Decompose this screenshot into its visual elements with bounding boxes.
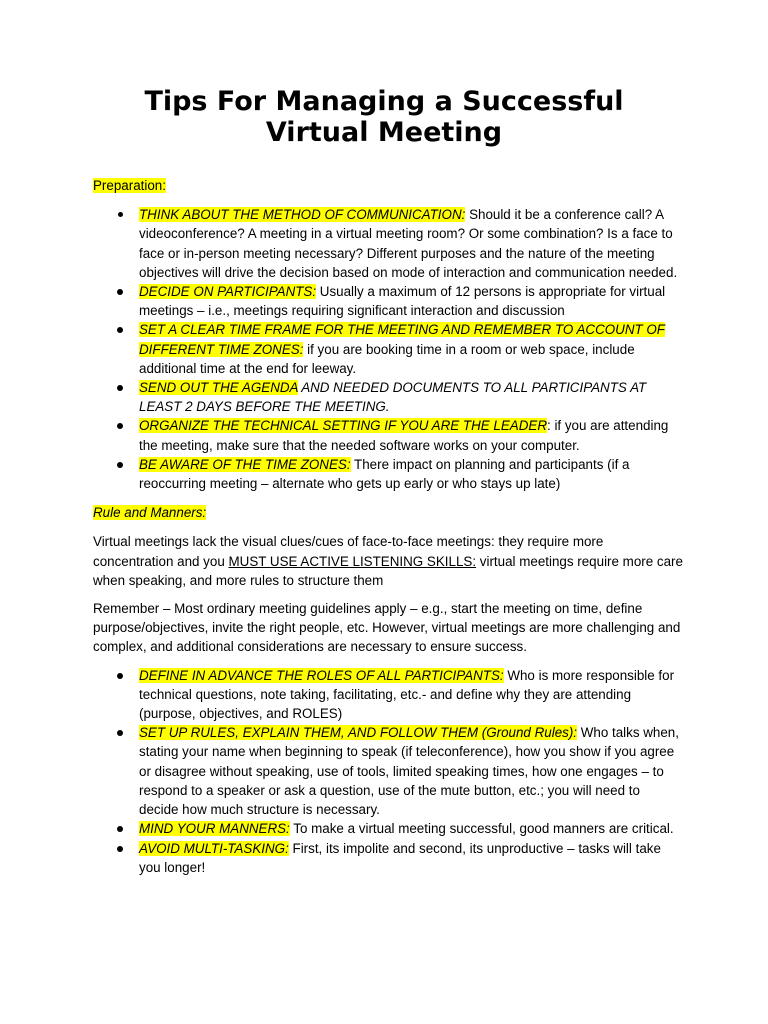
preparation-heading-text: Preparation: [93,178,166,193]
preparation-list [93,205,683,493]
list-item [93,416,683,454]
item-lead: SEND OUT THE AGENDA [139,380,298,396]
title-line-1: Tips For Managing a Successful [144,86,624,117]
item-text: : if you are attending the meeting, make sure that the needed software works on your computer. [139,418,669,453]
rules-paragraph-2: Remember – Most ordinary meeting guidelines apply – e.g., start the meeting on time, define purpose/objectives, invite the right people, etc. However, virtual meetings are more challenging and complex, and additional considerations are necessary to ensure success. [93,601,681,655]
rules-heading [93,503,683,522]
item-text: Who is more responsible for technical questions, note taking, facilitating, etc.- and define why they are attending (purpose, objectives, and ROLES) [139,667,675,722]
item-lead-rest: AND NEEDED DOCUMENTS TO ALL PARTICIPANTS AT LEAST 2 DAYS BEFORE THE MEETING. [139,380,647,415]
list-item [93,723,683,819]
list-item [93,819,683,838]
item-text: Usually a maximum of 12 persons is appropriate for virtual meetings – i.e., meetings requiring significant interaction and discussion [139,284,666,319]
item-lead: ORGANIZE THE TECHNICAL SETTING IF YOU ARE THE LEADER [139,418,547,434]
page-title [0,86,768,148]
item-text: if you are booking time in a room or web space, include additional time at the end for leeway. [139,341,635,376]
rules-paragraph-1 [93,532,683,590]
item-lead: DECIDE ON PARTICIPANTS: [139,284,317,300]
item-lead: BE AWARE OF THE TIME ZONES: [139,456,351,472]
item-text: To make a virtual meeting successful, good manners are critical. [289,821,674,837]
rules-list [93,666,683,877]
list-item [93,282,683,320]
para-text: Virtual meetings lack the visual clues/cues of face-to-face meetings: they require more concentration and you [93,534,604,569]
list-item [93,205,683,282]
title-line-2: Virtual Meeting [265,117,503,148]
item-lead: SET A CLEAR TIME FRAME FOR THE MEETING AND REMEMBER TO ACCOUNT OF DIFFERENT TIME ZONES: [139,322,665,357]
para-text: virtual meetings require more care when speaking, and more rules to structure them [93,553,683,588]
list-item [93,666,683,724]
list-item [93,839,683,877]
list-item [93,378,683,416]
item-lead: THINK ABOUT THE METHOD OF COMMUNICATION: [139,207,466,223]
para-underlined-text: MUST USE ACTIVE LISTENING SKILLS: [228,553,477,569]
item-text: Who talks when, stating your name when beginning to speak (if teleconference), how you show if you agree or disagree without speaking, use of tools, limited speaking times, how one engages – to respond to a speaker or ask a question, use of the mute button, etc.; you will need to decide how much structure is necessary. [139,725,679,818]
item-text: There impact on planning and participants (if a reoccurring meeting – alternate who gets up early or who stays up late) [139,456,630,492]
item-text: First, its impolite and second, its unproductive – tasks will take you longer! [139,840,661,875]
item-lead: AVOID MULTI-TASKING: [139,840,289,856]
item-text: Should it be a conference call? A videoconference? A meeting in a virtual meeting room? Or some combination? Is a face to face or in-person meeting necessary? Different purposes and the nature of the meeting objectives will drive the decision based on mode of interaction and communication needed. [139,207,678,280]
list-item [93,320,683,378]
rules-heading-text: Rule and Manners: [93,505,207,521]
preparation-heading [93,176,683,195]
document-body [93,176,683,877]
item-lead: DEFINE IN ADVANCE THE ROLES OF ALL PARTICIPANTS: [139,667,504,683]
list-item [93,455,683,493]
item-lead: MIND YOUR MANNERS: [139,821,290,837]
item-lead: SET UP RULES, EXPLAIN THEM, AND FOLLOW THEM (Ground Rules): [139,725,578,741]
